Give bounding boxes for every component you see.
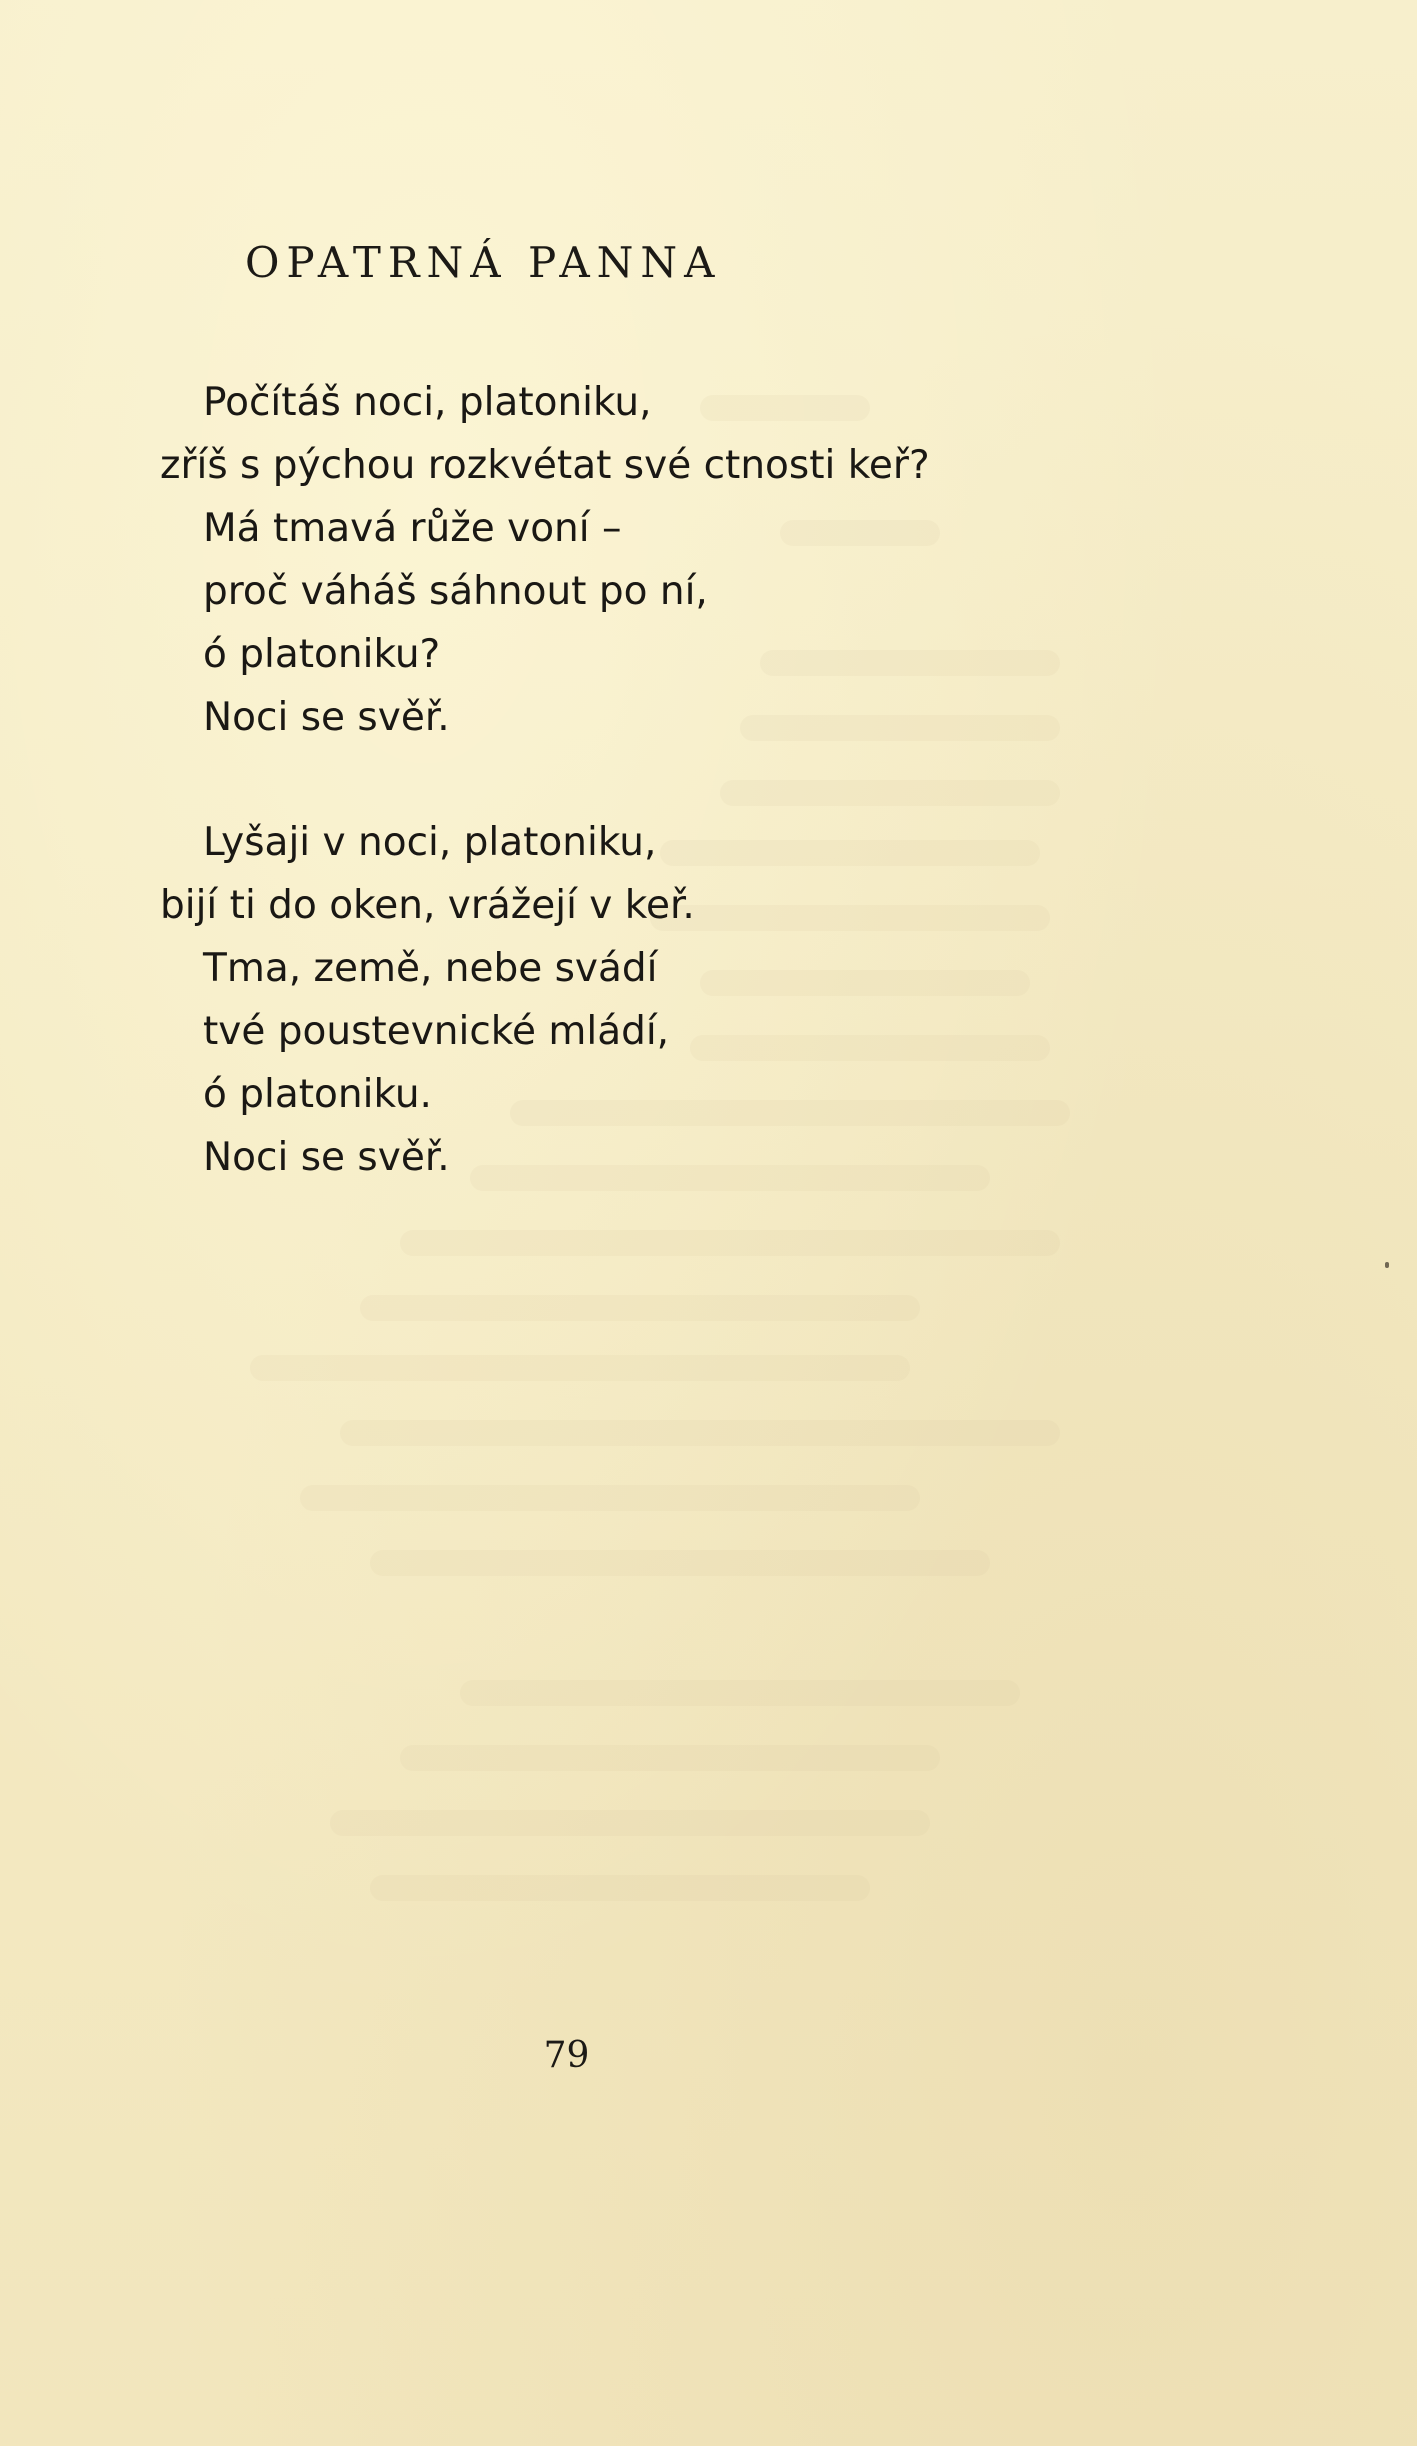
- poem-line: proč váháš sáhnout po ní,: [203, 569, 708, 614]
- poem-line: Noci se svěř.: [203, 1135, 450, 1180]
- poem-line: bijí ti do oken, vrážejí v keř.: [160, 883, 695, 928]
- poem-line: Má tmavá růže voní –: [203, 506, 622, 551]
- poem-line: Lyšaji v noci, platoniku,: [203, 820, 657, 865]
- poem-title: OPATRNÁ PANNA: [245, 238, 722, 287]
- poem-line: ó platoniku.: [203, 1072, 432, 1117]
- poem-line: Tma, země, nebe svádí: [203, 946, 658, 991]
- poem-line: tvé poustevnické mládí,: [203, 1009, 670, 1054]
- page-number: 79: [543, 2035, 590, 2076]
- poem-line: Počítáš noci, platoniku,: [203, 380, 652, 425]
- poem-line: zříš s pýchou rozkvétat své ctnosti keř?: [160, 443, 930, 488]
- paper-speck: [1385, 1262, 1389, 1268]
- poem-line: Noci se svěř.: [203, 695, 450, 740]
- poem-line: ó platoniku?: [203, 632, 441, 677]
